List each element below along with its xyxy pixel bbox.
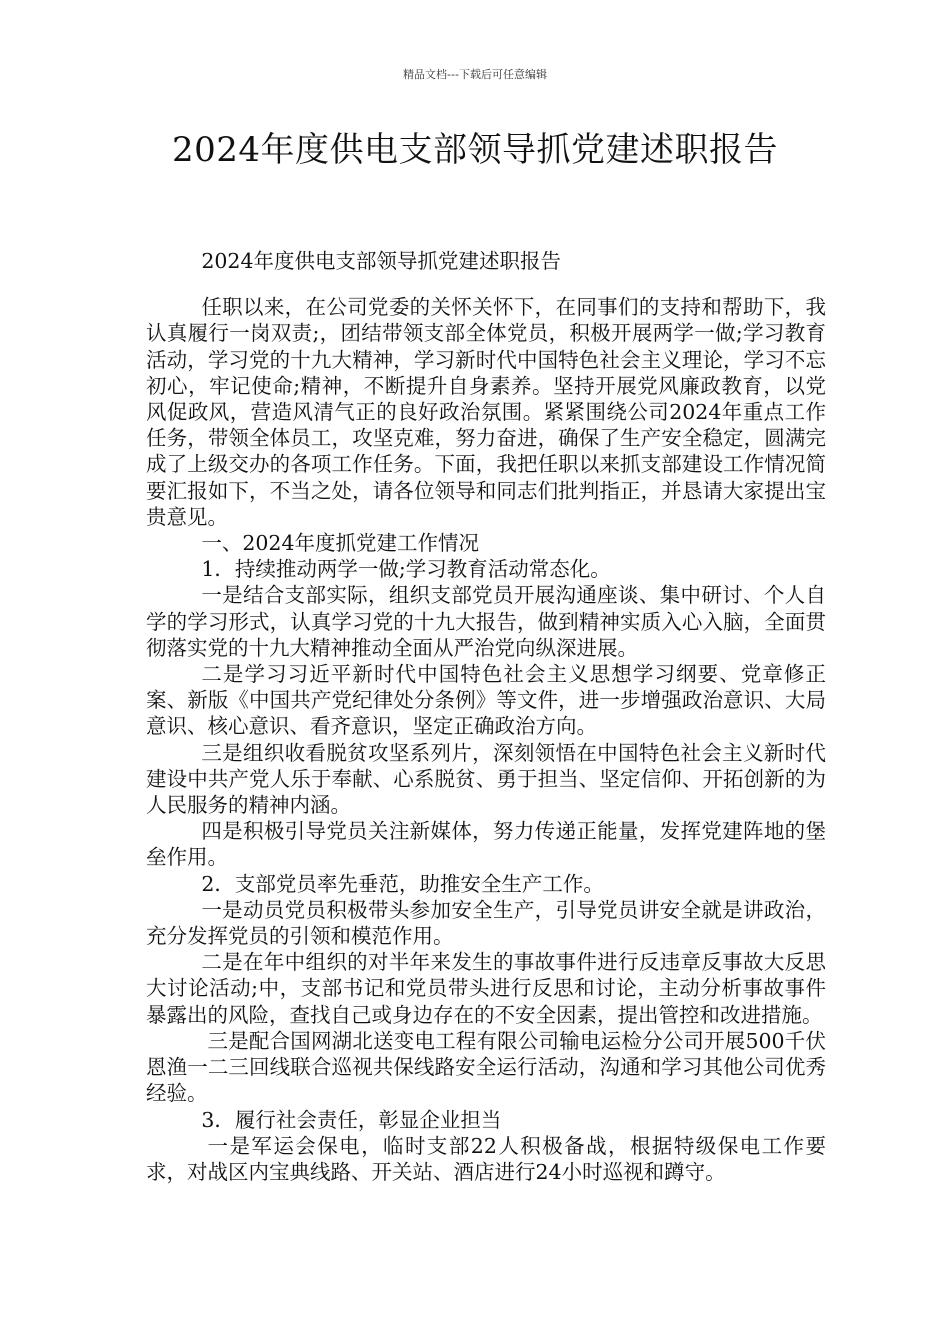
paragraph: 二是在年中组织的对半年来发生的事故事件进行反违章反事故大反思大讨论活动;中，支部书记和党员带头进行反思和讨论，主动分析事故事件暴露出的风险，查找自己或身边存在的不安全因素，提出管控和改进措施。: [146, 950, 826, 1027]
paragraph: 一是军运会保电，临时支部22人积极备战，根据特级保电工作要求，对战区内宝典线路、开关站、酒店进行24小时巡视和蹲守。: [146, 1133, 826, 1184]
paragraph: 二是学习习近平新时代中国特色社会主义思想学习纲要、党章修正案、新版《中国共产党纪律处分条例》等文件，进一步增强政治意识、大局意识、核心意识、看齐意识，坚定正确政治方向。: [146, 662, 826, 739]
subsection-heading-2: 2．支部党员率先垂范，助推安全生产工作。: [201, 871, 604, 896]
paragraph: 三是组织收看脱贫攻坚系列片，深刻领悟在中国特色社会主义新时代建设中共产党人乐于奉献、心系脱贫、勇于担当、坚定信仰、开拓创新的为人民服务的精神内涵。: [146, 740, 826, 818]
paragraph: 三是配合国网湖北送变电工程有限公司输电运检分公司开展500千伏恩渔一二三回线联合巡视共保线路安全运行活动，沟通和学习其他公司优秀经验。: [146, 1028, 826, 1106]
document-title: 2024年度供电支部领导抓党建述职报告: [171, 130, 779, 170]
paragraph: 一是动员党员积极带头参加安全生产，引导党员讲安全就是讲政治，充分发挥党员的引领和模范作用。: [146, 897, 826, 949]
page-header-note: 精品文档---下载后可任意编辑: [403, 68, 547, 81]
document-body: [146, 248, 826, 1185]
subsection-heading-1: 1．持续推动两学一做;学习教育活动常态化。: [201, 557, 611, 582]
paragraph-intro: 任职以来，在公司党委的关怀关怀下，在同事们的支持和帮助下，我认真履行一岗双责;，团结带领支部全体党员，积极开展两学一做;学习教育活动，学习党的十九大精神，学习新时代中国特色社会主义理论，学习不忘初心，牢记使命;精神，不断提升自身素养。坚持开展党风廉政教育，以党风促政风，营造风清气正的良好政治氛围。紧紧围绕公司2024年重点工作任务，带领全体员工，攻坚克难，努力奋进，确保了生产安全稳定，圆满完成了上级交办的各项工作任务。下面，我把任职以来抓支部建设工作情况简要汇报如下，不当之处，请各位领导和同志们批判指正，并恳请大家提出宝贵意见。: [146, 295, 826, 529]
paragraph: 一是结合支部实际，组织支部党员开展沟通座谈、集中研讨、个人自学的学习形式，认真学习党的十九大报告，做到精神实质入心入脑，全面贯彻落实党的十九大精神推动全面从严治党向纵深进展。: [146, 583, 826, 660]
section-heading-1: 一、2024年度抓党建工作情况: [201, 531, 480, 556]
subsection-heading-3: 3．履行社会责任，彰显企业担当: [201, 1107, 502, 1132]
paragraph: 四是积极引导党员关注新媒体，努力传递正能量，发挥党建阵地的堡垒作用。: [146, 819, 826, 870]
document-subtitle: 2024年度供电支部领导抓党建述职报告: [201, 249, 562, 273]
